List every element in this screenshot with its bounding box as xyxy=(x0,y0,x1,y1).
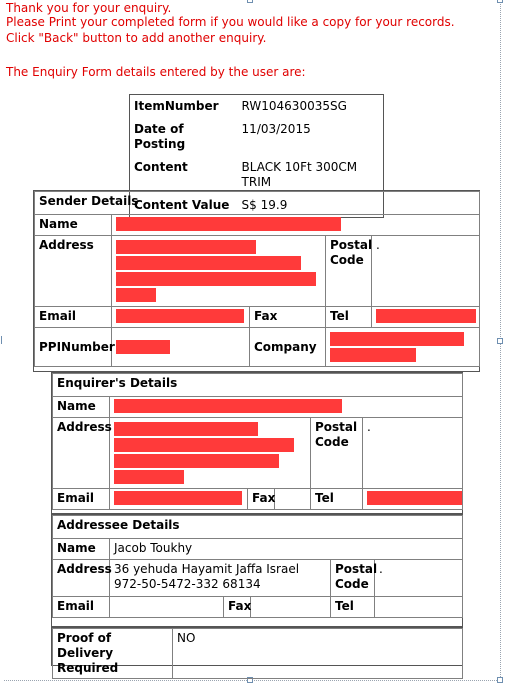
enquirer-postal-code-label: Postal Code xyxy=(311,418,363,489)
sender-ppi-number-value xyxy=(112,328,250,367)
addressee-postal-code-label: Postal Code xyxy=(331,560,375,597)
sender-tel-label: Tel xyxy=(326,307,372,328)
addressee-fax-label: Fax xyxy=(224,597,251,618)
enquirer-postal-code-value: . xyxy=(363,418,463,489)
proof-of-delivery-label: Proof of Delivery Required xyxy=(53,629,173,679)
enquirer-name-value xyxy=(110,397,463,418)
resize-handle-top[interactable] xyxy=(247,0,253,3)
enquirer-tel-value xyxy=(363,489,463,510)
addressee-details-title: Addressee Details xyxy=(53,516,463,539)
resize-handle-bottom-right[interactable] xyxy=(497,677,503,683)
sender-company-value xyxy=(326,328,480,367)
item-number-label: ItemNumber xyxy=(134,99,219,113)
resize-handle-left[interactable] xyxy=(1,336,4,344)
addressee-address-label: Address xyxy=(53,560,110,597)
sender-name-label: Name xyxy=(35,215,112,236)
sender-company-label: Company xyxy=(250,328,326,367)
addressee-fax-value xyxy=(251,597,331,618)
content-value-amount: S$ 19.9 xyxy=(241,198,288,212)
details-heading: The Enquiry Form details entered by the user are: xyxy=(6,65,306,79)
enquirer-email-label: Email xyxy=(53,489,110,510)
content-value: BLACK 10Ft 300CM TRIM xyxy=(241,160,358,189)
enquirer-fax-value xyxy=(275,489,311,510)
content-value-label: Content Value xyxy=(134,198,230,212)
sender-ppi-number-label: PPINumber xyxy=(35,328,112,367)
sender-postal-code-label: Postal Code xyxy=(326,236,372,307)
sender-email-value xyxy=(112,307,250,328)
back-message: Click "Back" button to add another enquiry. xyxy=(6,31,267,45)
addressee-tel-value xyxy=(375,597,463,618)
enquirer-name-label: Name xyxy=(53,397,110,418)
enquirer-address-value xyxy=(110,418,311,489)
addressee-details-table xyxy=(52,515,463,618)
sender-postal-code-value: . xyxy=(372,236,480,307)
enquirer-fax-label: Fax xyxy=(248,489,275,510)
enquirer-details-title: Enquirer's Details xyxy=(53,374,463,397)
addressee-postal-code-value: . xyxy=(375,560,463,597)
sender-fax-label: Fax xyxy=(254,309,278,323)
sender-address-value xyxy=(112,236,326,307)
print-message: Please Print your completed form if you would like a copy for your records. xyxy=(6,15,455,29)
sender-address-label: Address xyxy=(35,236,112,307)
addressee-name-value: Jacob Toukhy xyxy=(110,539,463,560)
enquirer-details-table xyxy=(52,373,463,510)
addressee-address-value: 36 yehuda Hayamit Jaffa Israel 972-50-5472-332 68134 xyxy=(110,560,331,597)
addressee-name-label: Name xyxy=(53,539,110,560)
sender-email-label: Email xyxy=(35,307,112,328)
sender-details-title: Sender Details xyxy=(35,192,480,215)
delivery-table xyxy=(52,628,463,679)
proof-of-delivery-value: NO xyxy=(173,629,463,679)
addressee-email-value xyxy=(110,597,224,618)
sender-fax-cell xyxy=(250,307,326,328)
resize-handle-right[interactable] xyxy=(497,338,503,344)
resize-handle-right-top[interactable] xyxy=(497,0,503,3)
sender-name-value xyxy=(112,215,480,236)
enquirer-email-value xyxy=(110,489,248,510)
thank-you-message: Thank you for your enquiry. xyxy=(6,1,172,15)
addressee-email-label: Email xyxy=(53,597,110,618)
date-of-posting-value: 11/03/2015 xyxy=(241,122,311,136)
enquirer-tel-label: Tel xyxy=(311,489,363,510)
content-label: Content xyxy=(134,160,188,174)
sender-tel-value xyxy=(372,307,480,328)
sender-details-table xyxy=(34,191,480,367)
addressee-tel-label: Tel xyxy=(331,597,375,618)
date-of-posting-label: Date of Posting xyxy=(134,122,186,151)
item-number-value: RW104630035SG xyxy=(241,99,347,113)
enquirer-address-label: Address xyxy=(53,418,110,489)
